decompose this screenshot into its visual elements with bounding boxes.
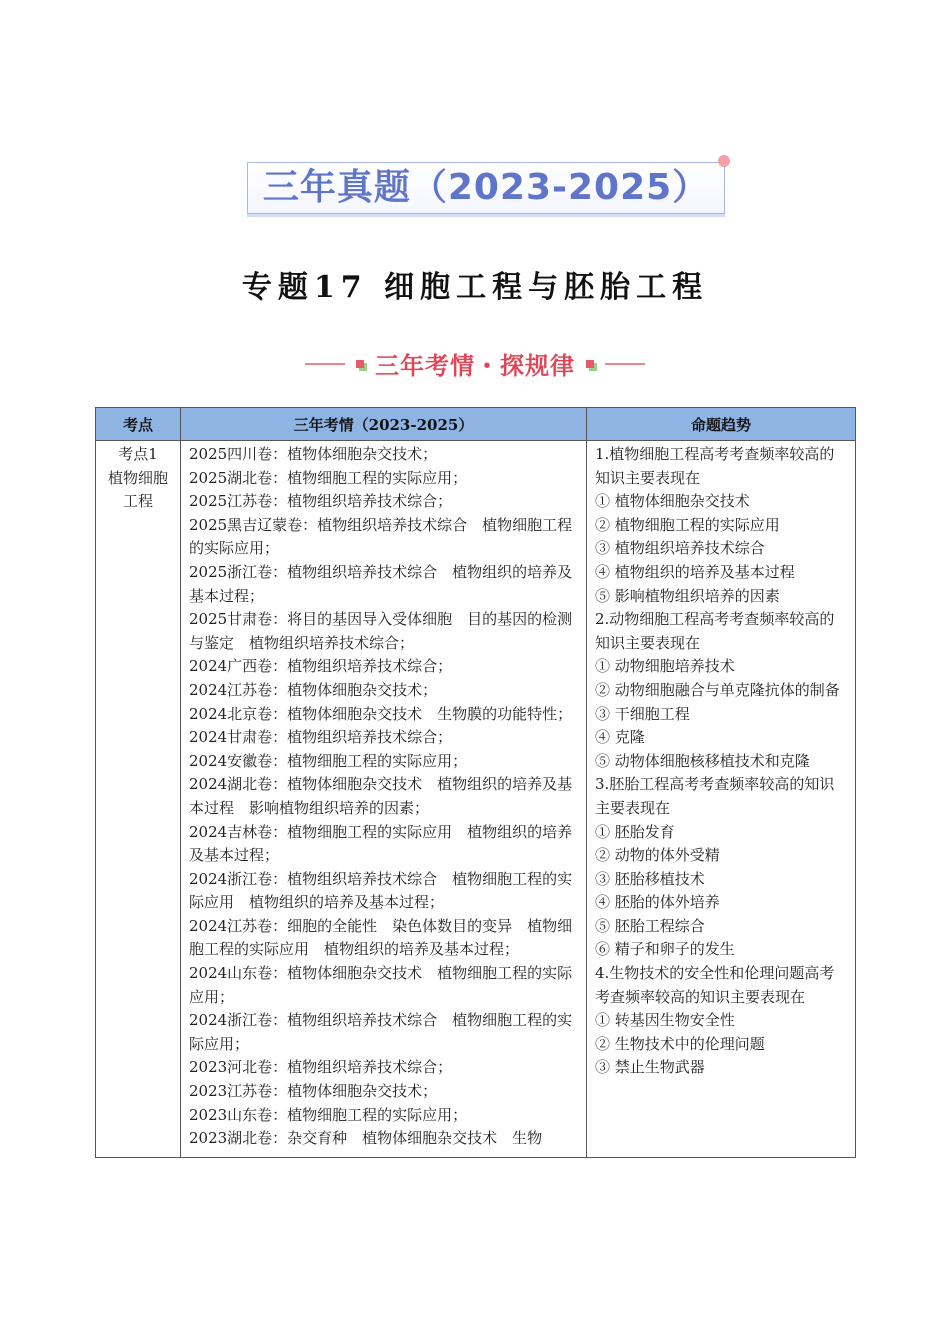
kaoqing-item: 2024安徽卷：植物细胞工程的实际应用； [189,751,468,770]
kaoqing-item: 2024广西卷：植物组织培养技术综合； [189,657,453,676]
header-kaodian: 考点 [96,408,181,441]
qushi-item: ④ 克隆 [595,728,645,747]
kaoqing-cell [181,441,587,1158]
kaoqing-item: 2024浙江卷：植物组织培养技术综合 植物细胞工程的实际应用 植物组织的培养及基本过程； [189,869,573,912]
qushi-cell [587,441,856,1158]
qushi-item: ⑤ 动物体细胞核移植技术和克隆 [595,751,810,770]
table-row [96,441,856,1158]
exam-analysis-table [95,407,856,1158]
qushi-item: ① 动物细胞培养技术 [595,657,735,676]
kaoqing-item: 2024江苏卷：细胞的全能性 染色体数目的变异 植物细胞工程的实际应用 植物组织的培养及基本过程； [189,916,573,959]
kaoqing-item: 2023湖北卷：杂交育种 植物体细胞杂交技术 生物 [189,1129,543,1148]
subhead-right-line [605,363,645,365]
qushi-item: ② 动物细胞融合与单克隆抗体的制备 [595,680,840,699]
banner-dot-decoration [718,155,730,167]
qushi-item: ① 植物体细胞杂交技术 [595,492,750,511]
qushi-item: ④ 胚胎的体外培养 [595,893,720,912]
kaoqing-item: 2025四川卷：植物体细胞杂交技术； [189,445,438,463]
kaoqing-item: 2023河北卷：植物组织培养技术综合； [189,1058,453,1077]
subhead-left-line [305,363,345,365]
qushi-item: 4.生物技术的安全性和伦理问题高考考查频率较高的知识主要表现在 [595,964,835,1006]
kaodian-line: 植物细胞 [107,468,168,487]
page-title: 专题17 细胞工程与胚胎工程 [241,270,709,305]
table-header-row [96,408,856,441]
qushi-item: ③ 胚胎移植技术 [595,869,705,888]
qushi-item: ⑤ 胚胎工程综合 [595,916,705,935]
subhead-right-square [586,360,594,368]
kaoqing-item: 2024浙江卷：植物组织培养技术综合 植物细胞工程的实际应用； [189,1011,573,1053]
kaoqing-item: 2024山东卷：植物体细胞杂交技术 植物细胞工程的实际应用； [189,964,573,1006]
kaoqing-item: 2025湖北卷：植物细胞工程的实际应用； [189,468,468,487]
header-qushi: 命题趋势 [587,408,856,441]
kaoqing-item: 2025江苏卷：植物组织培养技术综合； [189,492,453,511]
kaodian-cell [96,441,181,1158]
qushi-item: 3.胚胎工程高考考查频率较高的知识主要表现在 [595,775,835,817]
kaoqing-item: 2025黑吉辽蒙卷：植物组织培养技术综合 植物细胞工程的实际应用； [189,515,573,558]
subhead-text: 三年考情・探规律 [375,352,575,380]
kaoqing-item: 2024甘肃卷：植物组织培养技术综合； [189,728,453,747]
kaoqing-item: 2024江苏卷：植物体细胞杂交技术； [189,680,438,699]
qushi-item: ③ 禁止生物武器 [595,1058,705,1077]
kaodian-line: 工程 [122,492,153,511]
kaoqing-item: 2025浙江卷：植物组织培养技术综合 植物组织的培养及基本过程； [189,562,573,605]
kaoqing-item: 2024北京卷：植物体细胞杂交技术 生物膜的功能特性； [189,704,573,723]
qushi-item: ② 动物的体外受精 [595,846,720,865]
qushi-item: ⑤ 影响植物组织培养的因素 [595,586,780,605]
kaodian-line: 考点1 [118,445,158,463]
qushi-item: ② 植物细胞工程的实际应用 [595,515,780,534]
qushi-item: ① 转基因生物安全性 [595,1011,735,1030]
subhead-left-square [356,360,364,368]
kaoqing-item: 2024湖北卷：植物体细胞杂交技术 植物组织的培养及基本过程 影响植物组织培养的因素； [189,775,573,817]
qushi-item: ② 生物技术中的伦理问题 [595,1034,765,1053]
qushi-item: 2.动物细胞工程高考考查频率较高的知识主要表现在 [595,610,835,652]
qushi-item: ④ 植物组织的培养及基本过程 [595,562,795,581]
kaoqing-item: 2023山东卷：植物细胞工程的实际应用； [189,1105,468,1124]
year-banner [247,162,725,214]
kaoqing-item: 2023江苏卷：植物体细胞杂交技术； [189,1082,438,1101]
qushi-item: 1.植物细胞工程高考考查频率较高的知识主要表现在 [595,445,835,487]
header-kaoqing: 三年考情（2023-2025） [181,408,587,441]
kaoqing-item: 2024吉林卷：植物细胞工程的实际应用 植物组织的培养及基本过程； [189,822,573,865]
section-subheading [0,346,950,382]
qushi-item: ③ 干细胞工程 [595,704,690,723]
qushi-item: ③ 植物组织培养技术综合 [595,539,765,558]
banner-text: 三年真题（2023-2025） [262,167,710,208]
qushi-item: ⑥ 精子和卵子的发生 [595,940,735,959]
qushi-item: ① 胚胎发育 [595,822,675,841]
kaoqing-item: 2025甘肃卷：将目的基因导入受体细胞 目的基因的检测与鉴定 植物组织培养技术综合； [189,610,573,652]
